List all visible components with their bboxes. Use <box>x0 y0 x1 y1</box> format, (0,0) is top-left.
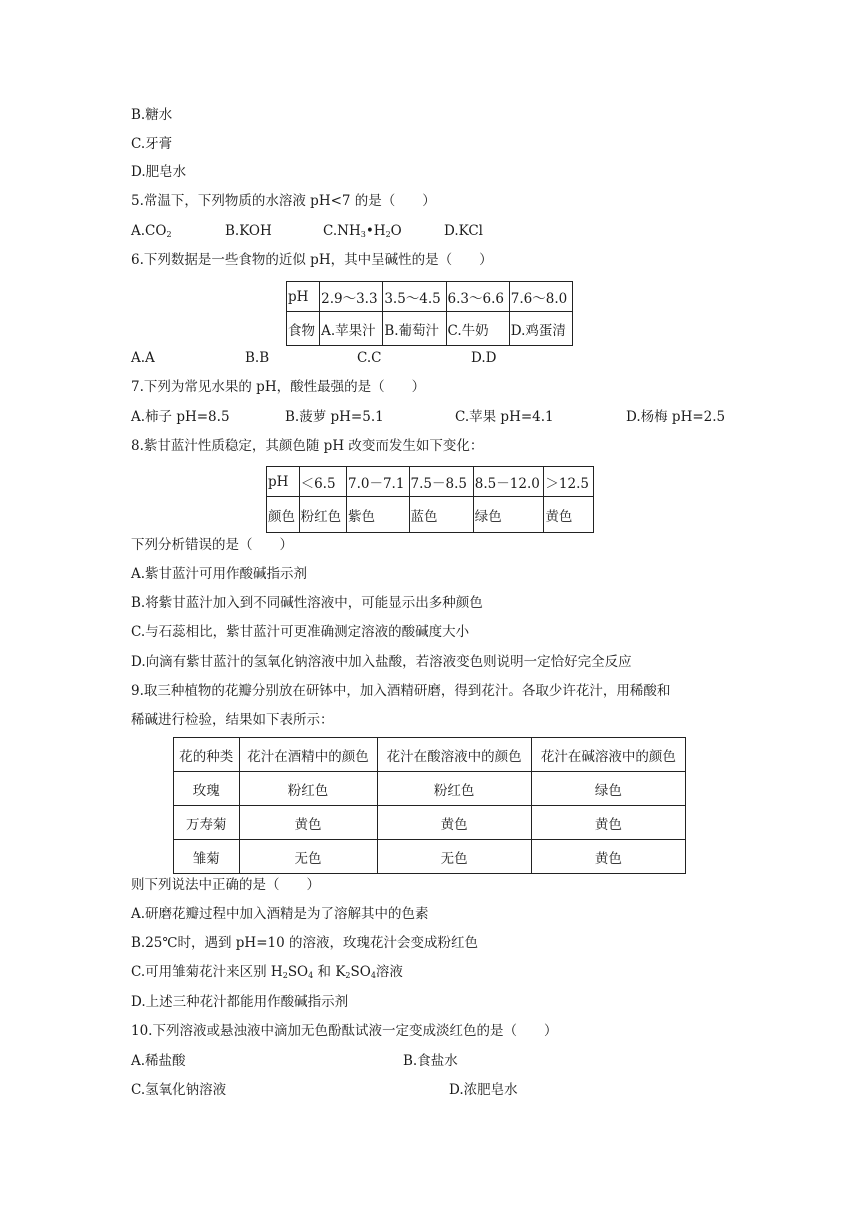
q5-option-c: $C.NH_3•H_2O$ <box>323 223 402 239</box>
q8-option-c: C.与石蕊相比，紫甘蓝汁可更准确测定溶液的酸碱度大小 <box>131 624 470 640</box>
question-7: 7.下列为常见水果的 pH，酸性最强的是（ ） <box>131 379 426 395</box>
table-row <box>174 806 686 840</box>
q7-option-a: A.柿子 pH=8.5 <box>131 409 230 425</box>
q9-flower-table <box>173 737 686 874</box>
q7-option-d: D.杨梅 pH=2.5 <box>626 409 726 425</box>
table-cell: 黄色 <box>544 497 594 533</box>
table-cell: 7.5－8.5 <box>409 467 473 497</box>
table-cell: 2.9～3.3 <box>320 282 383 312</box>
table-cell: 8.5－12.0 <box>473 467 544 497</box>
q9-prompt: 则下列说法中正确的是（ ） <box>131 877 320 893</box>
table-cell: 无色 <box>239 840 377 874</box>
q9-option-c: C.可用雏菊花汁来区别 $H_2SO_4$ 和 $K_2SO_4$溶液 <box>131 964 403 980</box>
table-header-cell: 花汁在碱溶液中的颜色 <box>531 738 685 772</box>
option-c-toothpaste: C.牙膏 <box>131 136 173 152</box>
table-cell: 绿色 <box>531 772 685 806</box>
table-cell: 黄色 <box>531 806 685 840</box>
table-header-cell: 花的种类 <box>174 738 240 772</box>
q8-color-table <box>266 466 594 533</box>
q8-option-b: B.将紫甘蓝汁加入到不同碱性溶液中，可能显示出多种颜色 <box>131 595 483 611</box>
q6-option-d: D.D <box>471 350 497 366</box>
table-cell: 颜色 <box>267 497 300 533</box>
table-header-cell: 花汁在酒精中的颜色 <box>239 738 377 772</box>
table-cell: D.鸡蛋清 <box>509 312 572 346</box>
q5-option-b: B.KOH <box>225 223 272 239</box>
table-cell: 食物 <box>287 312 320 346</box>
table-cell: pH <box>287 282 320 312</box>
table-cell: 粉红色 <box>299 497 346 533</box>
table-cell: C.牛奶 <box>446 312 509 346</box>
q9-option-d: D.上述三种花汁都能用作酸碱指示剂 <box>131 994 349 1010</box>
q6-option-a: A.A <box>131 350 155 366</box>
table-cell: 蓝色 <box>409 497 473 533</box>
question-10: 10.下列溶液或悬浊液中滴加无色酚酞试液一定变成淡红色的是（ ） <box>131 1023 558 1039</box>
q10-option-c: C.氢氧化钠溶液 <box>131 1082 227 1098</box>
table-cell: 6.3～6.6 <box>446 282 509 312</box>
table-cell: 7.6～8.0 <box>509 282 572 312</box>
question-5: 5.常温下，下列物质的水溶液 pH<7 的是（ ） <box>131 193 436 209</box>
table-cell: 绿色 <box>473 497 544 533</box>
option-d-soap-water: D.肥皂水 <box>131 164 187 180</box>
q5-option-a: $A.CO_2$ <box>131 223 172 239</box>
table-cell: 紫色 <box>347 497 410 533</box>
table-cell: A.苹果汁 <box>320 312 383 346</box>
q5-option-d: D.KCl <box>444 223 484 239</box>
q7-option-c: C.苹果 pH=4.1 <box>455 409 554 425</box>
table-cell: 无色 <box>377 840 531 874</box>
q6-ph-table <box>286 281 573 346</box>
table-cell: 粉红色 <box>239 772 377 806</box>
q7-option-b: B.菠萝 pH=5.1 <box>285 409 384 425</box>
table-cell: 玫瑰 <box>174 772 240 806</box>
question-8: 8.紫甘蓝汁性质稳定，其颜色随 pH 改变而发生如下变化： <box>131 438 484 454</box>
table-cell: 黄色 <box>239 806 377 840</box>
q10-option-d: D.浓肥皂水 <box>449 1082 518 1098</box>
q8-option-d: D.向滴有紫甘蓝汁的氢氧化钠溶液中加入盐酸，若溶液变色则说明一定恰好完全反应 <box>131 654 632 670</box>
question-9-line-1: 9.取三种植物的花瓣分别放在研钵中，加入酒精研磨，得到花汁。各取少许花汁，用稀酸和 <box>131 683 671 699</box>
table-cell: 3.5～4.5 <box>383 282 446 312</box>
q8-prompt: 下列分析错误的是（ ） <box>131 537 293 553</box>
table-cell: 万寿菊 <box>174 806 240 840</box>
table-row <box>174 772 686 806</box>
table-cell: 雏菊 <box>174 840 240 874</box>
table-cell: 7.0－7.1 <box>347 467 410 497</box>
table-header-cell: 花汁在酸溶液中的颜色 <box>377 738 531 772</box>
q6-option-b: B.B <box>245 350 270 366</box>
q8-option-a: A.紫甘蓝汁可用作酸碱指示剂 <box>131 566 308 582</box>
table-row <box>174 840 686 874</box>
table-cell: 粉红色 <box>377 772 531 806</box>
table-cell: pH <box>267 467 300 497</box>
table-cell: 黄色 <box>377 806 531 840</box>
q10-option-b: B.食盐水 <box>403 1053 458 1069</box>
q10-option-a: A.稀盐酸 <box>131 1053 186 1069</box>
question-6: 6.下列数据是一些食物的近似 pH，其中呈碱性的是（ ） <box>131 252 493 268</box>
table-cell: ＞12.5 <box>544 467 594 497</box>
q9-option-b: B.25℃时，遇到 pH=10 的溶液，玫瑰花汁会变成粉红色 <box>131 935 478 951</box>
table-cell: 黄色 <box>531 840 685 874</box>
option-b-sugar-water: B.糖水 <box>131 107 173 123</box>
table-cell: ＜6.5 <box>299 467 346 497</box>
q9-option-a: A.研磨花瓣过程中加入酒精是为了溶解其中的色素 <box>131 906 429 922</box>
question-9-line-2: 稀碱进行检验，结果如下表所示： <box>131 712 334 728</box>
q6-option-c: C.C <box>357 350 382 366</box>
table-cell: B.葡萄汁 <box>383 312 446 346</box>
